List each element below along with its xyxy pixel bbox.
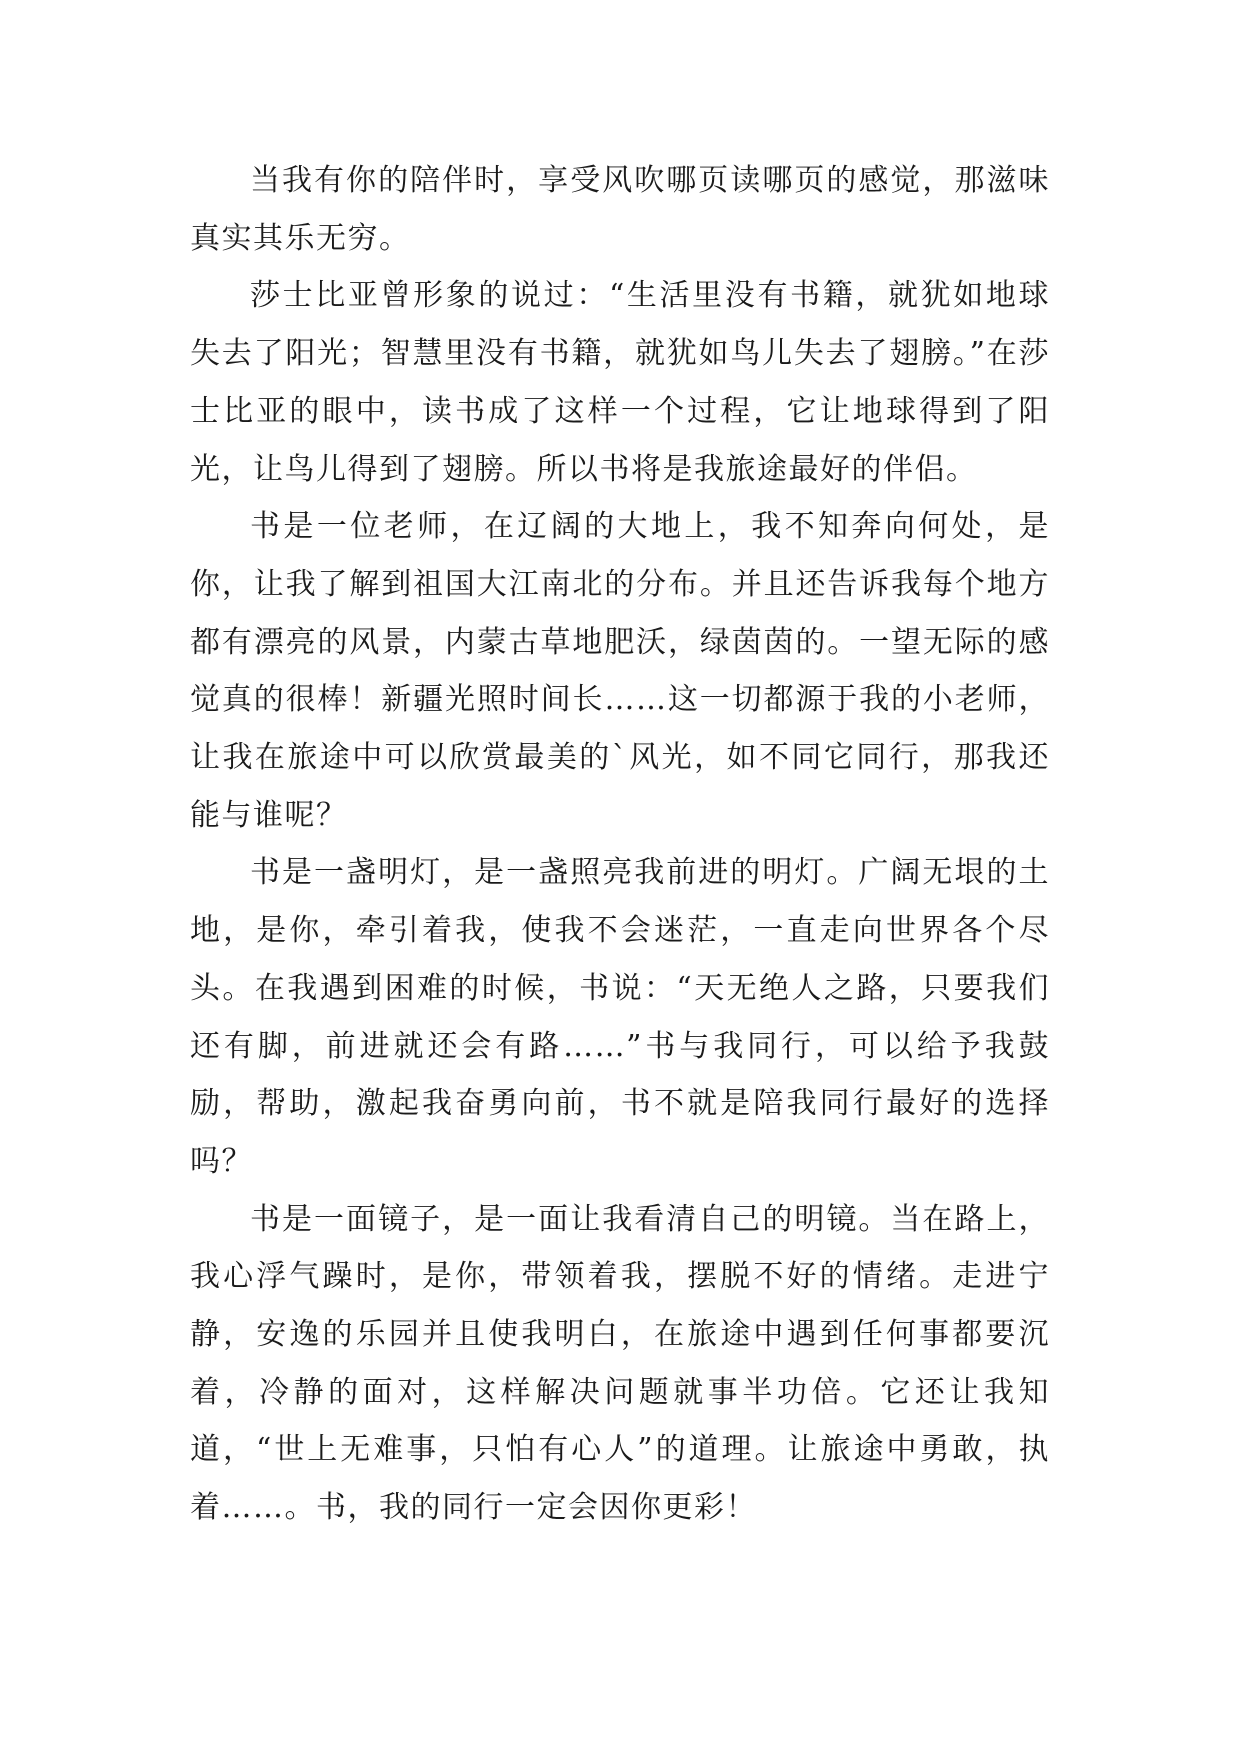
document-body	[190, 152, 1050, 1537]
paragraph-3: 书是一位老师，在辽阔的大地上，我不知奔向何处，是你，让我了解到祖国大江南北的分布。并且还告诉我每个地方都有漂亮的风景，内蒙古草地肥沃，绿茵茵的。一望无际的感觉真的很棒！新疆光照时间长……这一切都源于我的小老师，让我在旅途中可以欣赏最美的`风光，如不同它同行，那我还能与谁呢？	[190, 509, 1050, 833]
paragraph-4: 书是一盏明灯，是一盏照亮我前进的明灯。广阔无垠的土地，是你，牵引着我，使我不会迷茫，一直走向世界各个尽头。在我遇到困难的时候，书说：“天无绝人之路，只要我们还有脚，前进就还会有路……”书与我同行，可以给予我鼓励，帮助，激起我奋勇向前，书不就是陪我同行最好的选择吗？	[190, 855, 1050, 1179]
paragraph-5: 书是一面镜子，是一面让我看清自己的明镜。当在路上，我心浮气躁时，是你，带领着我，摆脱不好的情绪。走进宁静，安逸的乐园并且使我明白，在旅途中遇到任何事都要沉着，冷静的面对，这样解决问题就事半功倍。它还让我知道，“世上无难事，只怕有心人”的道理。让旅途中勇敢，执着……。书，我的同行一定会因你更彩！	[190, 1201, 1050, 1526]
paragraph-1: 当我有你的陪伴时，享受风吹哪页读哪页的感觉，那滋味真实其乐无穷。	[190, 163, 1050, 256]
paragraph-2: 莎士比亚曾形象的说过：“生活里没有书籍，就犹如地球失去了阳光；智慧里没有书籍，就犹如鸟儿失去了翅膀。”在莎士比亚的眼中，读书成了这样一个过程，它让地球得到了阳光，让鸟儿得到了翅膀。所以书将是我旅途最好的伴侣。	[190, 278, 1050, 487]
